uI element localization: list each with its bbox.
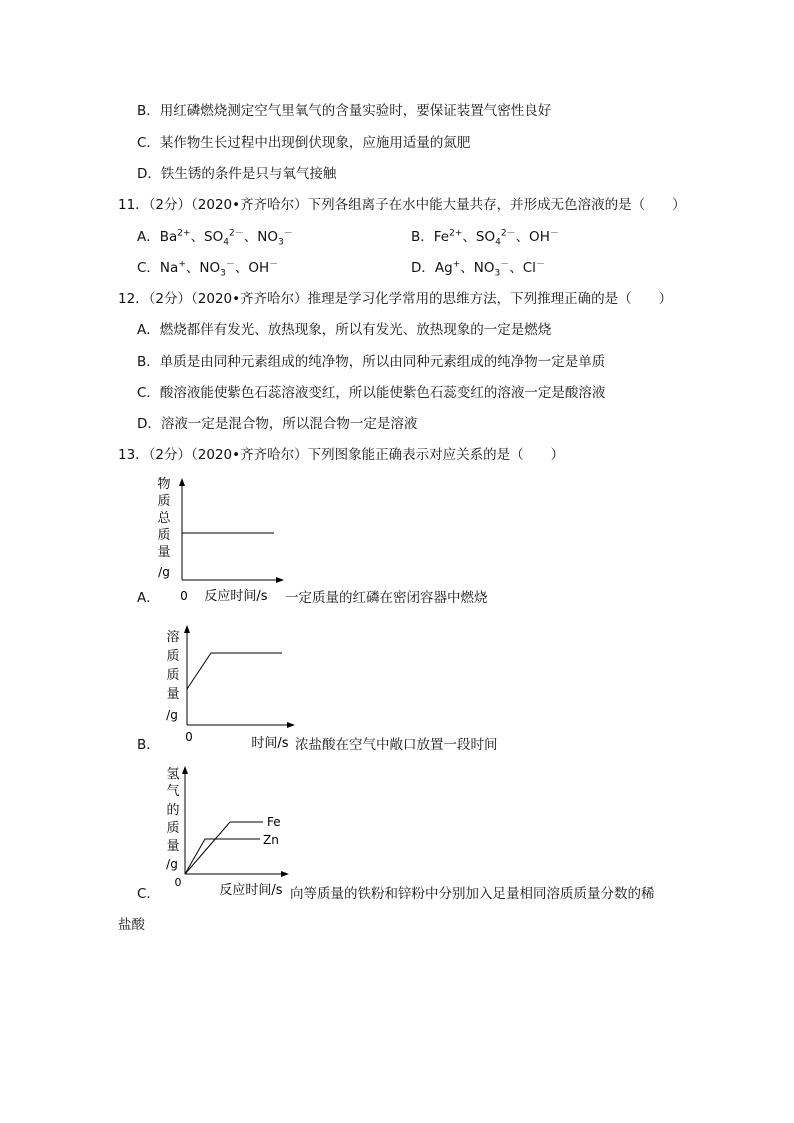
graph-a-origin: 0: [180, 589, 188, 603]
graph-c-y-arrow: [182, 766, 188, 774]
graph-c-xlabel: 反应时间/s: [219, 883, 283, 898]
q13-option-a-letter: A．: [137, 590, 160, 606]
graph-c-ylabel-char: 氢: [166, 767, 180, 782]
graph-a-ylabel-char: 物: [157, 477, 171, 492]
graph-a-ylabel-char: /g: [158, 565, 170, 579]
graph-a-ylabel-char: 量: [157, 545, 171, 560]
q10-option-b: B．用红磷燃烧测定空气里氧气的含量实验时，要保证装置气密性良好: [137, 103, 552, 119]
graph-c-ylabel-char: 气: [166, 784, 180, 799]
q12-option-a: A．燃烧都伴有发光、放热现象，所以有发光、放热现象的一定是燃烧: [137, 322, 552, 338]
graph-c-series-zn: [185, 839, 260, 874]
graph-a-ylabel-char: 质: [157, 494, 171, 509]
q10-option-c: C．某作物生长过程中出现倒伏现象，应施用适量的氮肥: [137, 135, 471, 151]
graph-c-ylabel-char: /g: [166, 857, 178, 871]
q12-stem: 12．（2分）（2020•齐齐哈尔）推理是学习化学常用的思维方法，下列推理正确的是（ ）: [118, 291, 673, 307]
graph-a-ylabel: [157, 476, 171, 579]
graph-a-y-arrow: [179, 478, 185, 486]
q13-graph-b: [155, 621, 300, 751]
q13-option-c-letter: C．: [137, 886, 160, 902]
q11-option-b: B．$Fe^{2+}$、$SO_4^{2-}$、OH－: [411, 228, 559, 248]
graph-b-series-line: [187, 653, 282, 689]
q13-stem: 13．（2分）（2020•齐齐哈尔）下列图象能正确表示对应关系的是（ ）: [118, 447, 565, 463]
graph-c-ylabel-char: 量: [166, 839, 180, 854]
q12-option-b: B．单质是由同种元素组成的纯净物，所以由同种元素组成的纯净物一定是单质: [137, 354, 606, 370]
q12-option-c: C．酸溶液能使紫色石蕊溶液变红，所以能使紫色石蕊变红的溶液一定是酸溶液: [137, 385, 606, 401]
graph-b-ylabel-char: 溶: [166, 630, 180, 645]
q13-option-a-caption: 一定质量的红磷在密闭容器中燃烧: [285, 590, 488, 606]
graph-c-x-arrow: [281, 871, 289, 877]
graph-b-xlabel: 时间/s: [251, 736, 289, 751]
graph-a-ylabel-char: 质: [157, 528, 171, 543]
q13-option-b-letter: B．: [137, 737, 160, 753]
graph-a-ylabel-char: 总: [157, 511, 171, 526]
q13-option-c-caption: 向等质量的铁粉和锌粉中分别加入足量相同溶质质量分数的稀: [290, 886, 655, 902]
graph-b-y-arrow: [184, 625, 190, 633]
graph-b-x-arrow: [287, 722, 295, 728]
graph-b-ylabel-char: /g: [166, 708, 178, 722]
q10-option-d: D．铁生锈的条件是只与氧气接触: [137, 166, 337, 182]
graph-a-xlabel: 反应时间/s: [204, 589, 268, 604]
graph-c-label-zn: Zn: [263, 833, 279, 847]
graph-a-x-arrow: [276, 577, 284, 583]
graph-c-label-fe: Fe: [267, 815, 281, 829]
q13-graph-c: [155, 762, 295, 900]
q11-option-a: A．$Ba^{2+}$、$SO_4^{2-}$、$NO_3^-$: [137, 228, 293, 248]
q12-option-d: D．溶液一定是混合物，所以混合物一定是溶液: [137, 416, 418, 432]
graph-b-ylabel-char: 质: [166, 649, 180, 664]
q13-option-b-caption: 浓盐酸在空气中敞口放置一段时间: [295, 737, 498, 753]
q11-stem: 11．（2分）（2020•齐齐哈尔）下列各组离子在水中能大量共存，并形成无色溶液的是（ ）: [118, 197, 686, 213]
graph-b-ylabel-char: 量: [166, 687, 180, 702]
graph-c-series-fe: [185, 822, 263, 874]
q13-graph-a: [150, 476, 290, 606]
graph-c-ylabel-char: 质: [166, 821, 180, 836]
q11-option-d: D．Ag+、$NO_3^-$、Cl－: [411, 259, 545, 279]
graph-c-ylabel-char: 的: [166, 803, 180, 818]
graph-b-origin: 0: [185, 730, 193, 744]
graph-b-ylabel-char: 质: [166, 668, 180, 683]
q11-option-c: C．Na+、$NO_3^-$、OH－: [137, 259, 279, 279]
graph-c-origin: 0: [174, 876, 182, 889]
q13-option-c-caption-cont: 盐酸: [118, 917, 145, 933]
